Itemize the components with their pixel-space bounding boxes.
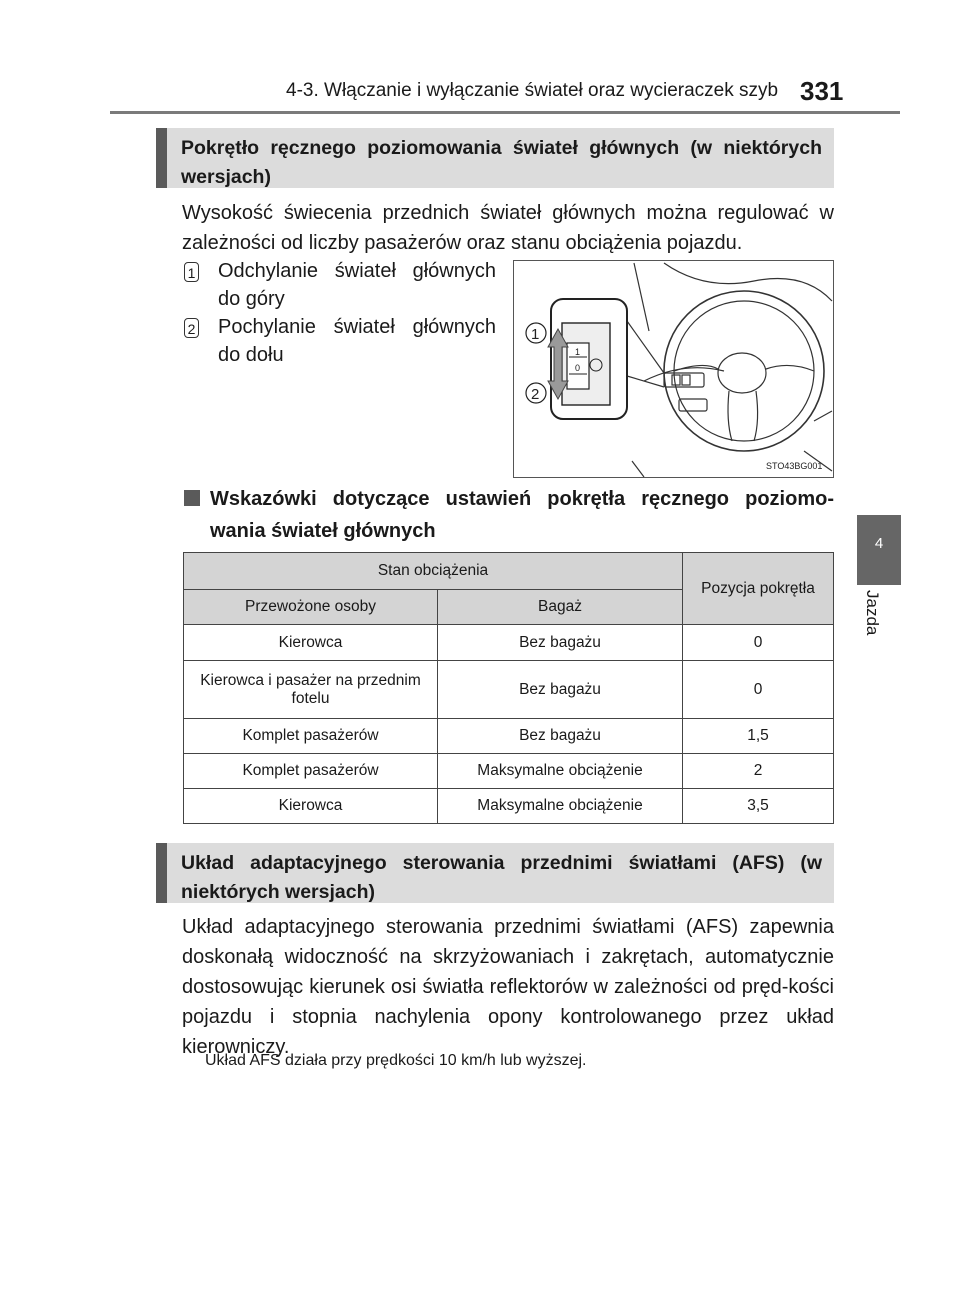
cell-position: 2: [683, 754, 834, 789]
section-heading-afs: Układ adaptacyjnego sterowania przednimi światłami (AFS) (w niektórych wersjach): [156, 843, 834, 903]
dashboard-illustration: [514, 261, 833, 477]
leveling-settings-table: [183, 552, 834, 824]
table-row: [184, 719, 834, 754]
cell-luggage: Bez bagażu: [438, 719, 683, 754]
header-title: 4-3. Włączanie i wyłączanie świateł oraz wycieraczek szyb: [286, 80, 779, 101]
cell-position: 0: [683, 661, 834, 719]
table-header-people: Przewożone osoby: [184, 590, 438, 625]
page-number: 331: [800, 76, 844, 106]
square-bullet-icon: [184, 490, 200, 506]
header-rule: [110, 111, 900, 114]
table-header-position: Pozycja pokrętła: [683, 553, 834, 625]
table-header-luggage: Bagaż: [438, 590, 683, 625]
afs-note: Układ AFS działa przy prędkości 10 km/h lub wyższej.: [205, 1052, 587, 1069]
item-text-2: Pochylanie świateł głównych do dołu: [218, 316, 496, 366]
cell-people: Komplet pasażerów: [184, 719, 438, 754]
hint-text: Wskazówki dotyczące ustawień pokrętła ręcznego poziomo-wania świateł głównych: [210, 488, 834, 542]
dial-label-0: 0: [575, 363, 581, 373]
leveling-dial-figure: [513, 260, 834, 478]
chapter-label: Jazda: [863, 590, 882, 636]
table-row: [184, 625, 834, 661]
table-header-load: Stan obciążenia: [184, 553, 683, 590]
cell-people: Kierowca i pasażer na przednim fotelu: [184, 661, 438, 719]
table-row: [184, 754, 834, 789]
dial-label-1: 1: [575, 347, 581, 357]
cell-luggage: Bez bagażu: [438, 625, 683, 661]
section-heading-manual-leveling: Pokrętło ręcznego poziomowania świateł głównych (w niektórych wersjach): [156, 128, 834, 188]
cell-luggage: Maksymalne obciążenie: [438, 754, 683, 789]
item-text-1: Odchylanie świateł głównych do góry: [218, 260, 496, 310]
cell-position: 1,5: [683, 719, 834, 754]
figure-code: STO43BG001: [766, 461, 823, 471]
cell-people: Kierowca: [184, 789, 438, 824]
cell-people: Komplet pasażerów: [184, 754, 438, 789]
cell-luggage: Maksymalne obciążenie: [438, 789, 683, 824]
table-row: [184, 789, 834, 824]
section-body-afs: Układ adaptacyjnego sterowania przednimi światłami (AFS) zapewnia doskonałą widoczność na skrzyżowaniach i zakrętach, automatycznie dostosowując kierunek osi światła reflektorów w zależności od pręd-kości pojazdu i stopnia nachylenia opony kontrolowanego przez układ kierowniczy.: [182, 916, 834, 1058]
callout-1: 1: [531, 326, 540, 343]
chapter-tab: 4: [857, 515, 901, 585]
item-number-2: 2: [184, 318, 199, 338]
item-number-1: 1: [184, 262, 199, 282]
cell-people: Kierowca: [184, 625, 438, 661]
cell-luggage: Bez bagażu: [438, 661, 683, 719]
cell-position: 3,5: [683, 789, 834, 824]
callout-2: 2: [531, 386, 540, 403]
table-row: [184, 661, 834, 719]
section-body-manual-leveling: Wysokość świecenia przednich świateł głównych można regulować w zależności od liczby pasażerów oraz stanu obciążenia pojazdu.: [182, 202, 834, 254]
cell-position: 0: [683, 625, 834, 661]
